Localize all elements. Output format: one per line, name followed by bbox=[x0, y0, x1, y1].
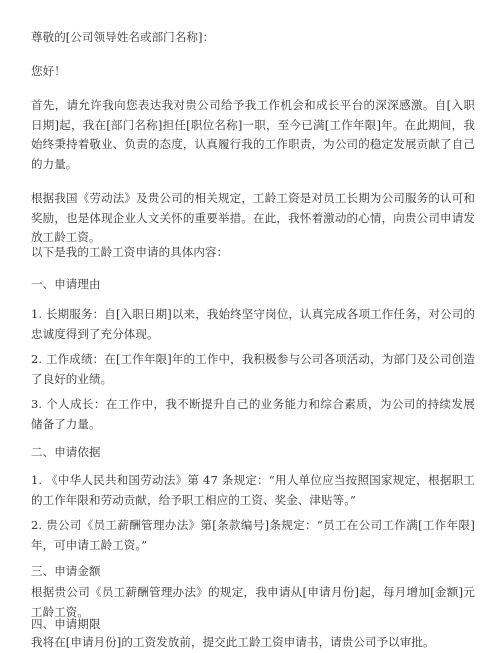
section-heading-reason: 一、申请理由 bbox=[31, 277, 101, 291]
section-heading-basis: 二、申请依据 bbox=[31, 445, 101, 459]
intro-paragraph: 首先，请允许我向您表达我对贵公司给予我工作机会和成长平台的深深感激。自[入职日期]起，我在[部门名称]担任[职位名称]一职，至今已满[工作年限]年。在此期间，我始终秉持着敬业、负责的态度，认真履行我的工作职责，为公司的稳定发展贡献了自己的力量。 bbox=[31, 98, 475, 171]
basis-item-2: 2. 贵公司《员工薪酬管理办法》第[条款编号]条规定：“员工在公司工作满[工作年限]年，可申请工龄工资。” bbox=[31, 518, 475, 552]
period-paragraph: 我将在[申请月份]的工资发放前，提交此工龄工资申请书，请贵公司予以审批。 bbox=[31, 635, 435, 649]
basis-item-1: 1. 《中华人民共和国劳动法》第 47 条规定：“用人单位应当按照国家规定，根据职工的工作年限和劳动贡献，给予职工相应的工资、奖金、津贴等。” bbox=[31, 473, 475, 507]
reason-item-2: 2. 工作成绩：在[工作年限]年的工作中，我积极参与公司各项活动，为部门及公司创造了良好的业绩。 bbox=[31, 352, 475, 386]
reason-item-3: 3. 个人成长：在工作中，我不断提升自己的业务能力和综合素质，为公司的持续发展储备了力量。 bbox=[31, 397, 475, 431]
reason-item-1: 1. 长期服务：自[入职日期]以来，我始终坚守岗位，认真完成各项工作任务，对公司的忠诚度得到了充分体现。 bbox=[31, 307, 475, 341]
salutation: 尊敬的[公司领导姓名或部门名称]： bbox=[31, 30, 215, 44]
basis-paragraph: 根据我国《劳动法》及贵公司的相关规定，工龄工资是对员工长期为公司服务的认可和奖励，也是体现企业人文关怀的重要举措。在此，我怀着激动的心情，向贵公司申请发放工龄工资。 bbox=[31, 191, 475, 244]
lead-paragraph: 以下是我的工龄工资申请的具体内容： bbox=[31, 245, 229, 259]
greeting: 您好！ bbox=[31, 64, 66, 78]
section-heading-amount: 三、申请金额 bbox=[31, 564, 101, 578]
section-heading-period: 四、申请期限 bbox=[31, 617, 101, 631]
amount-paragraph: 根据贵公司《员工薪酬管理办法》的规定，我申请从[申请月份]起，每月增加[金额]元工龄工资。 bbox=[31, 585, 475, 619]
